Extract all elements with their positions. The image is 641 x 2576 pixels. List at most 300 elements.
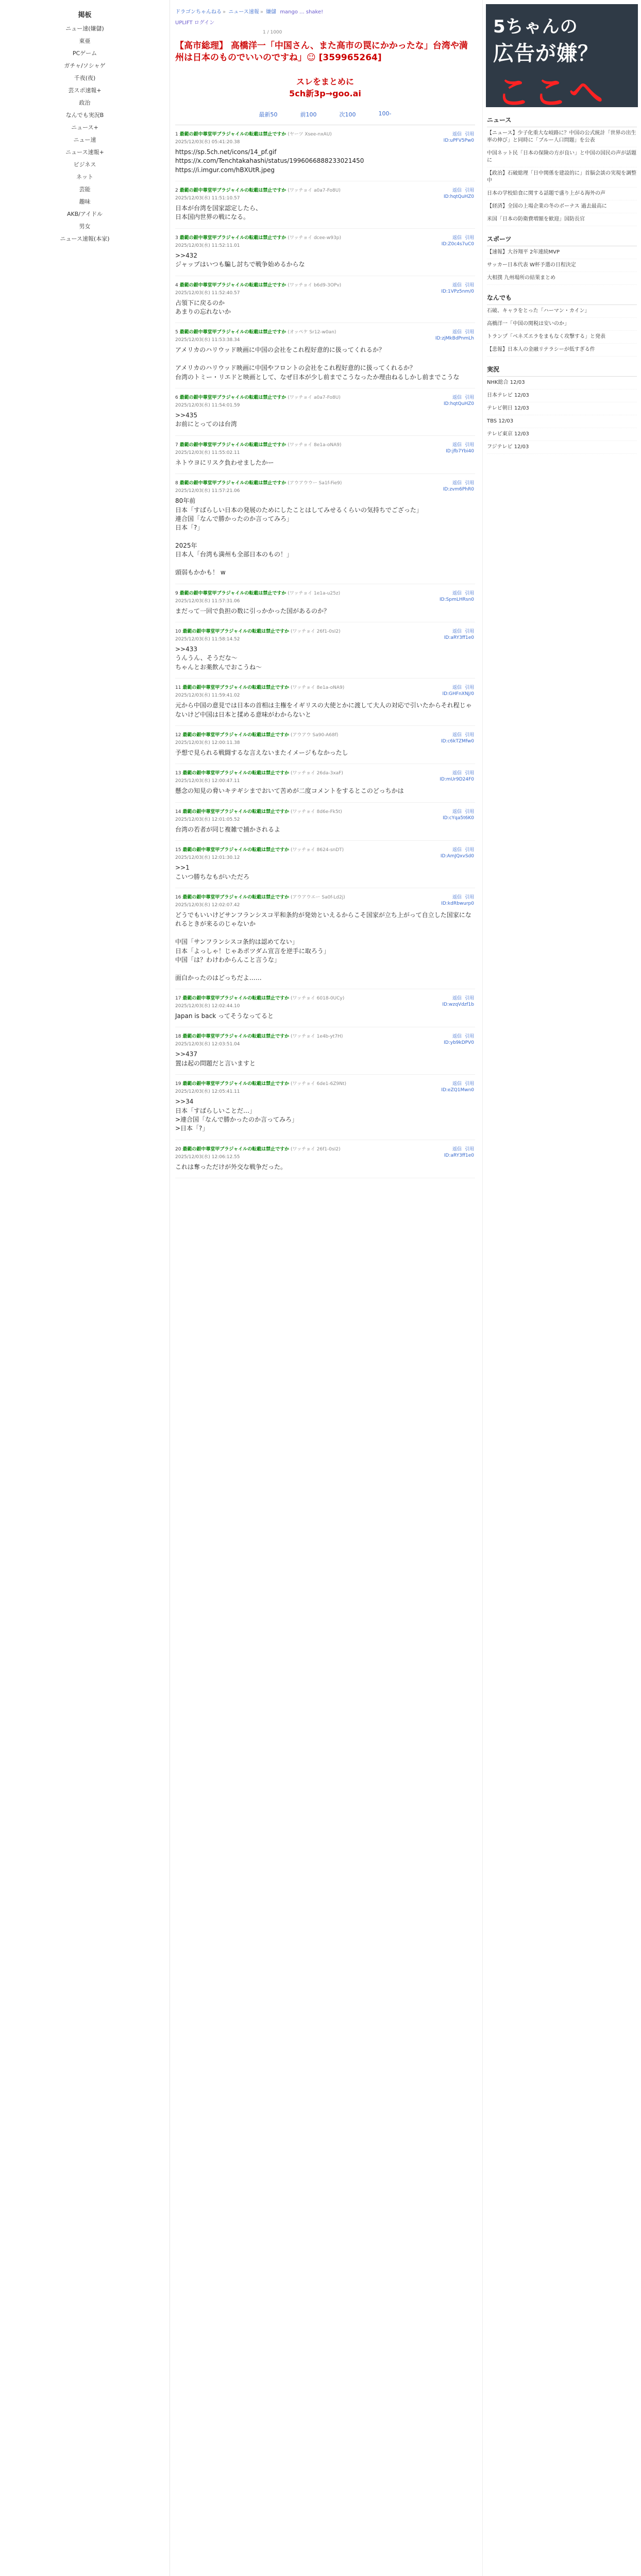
quote-link[interactable]: 引用 xyxy=(464,590,474,596)
post xyxy=(175,1140,475,1178)
right-section-link[interactable]: フジテレビ 12/03 xyxy=(487,444,529,450)
post-header xyxy=(175,808,475,815)
poster-id[interactable]: ID:zjMkBdPnmLh xyxy=(435,336,474,342)
post xyxy=(175,764,475,802)
post-date: 2025/12/03(水) 05:41:20.38 xyxy=(175,139,240,145)
poster-tag: (ワッチョイ 6de1-6Z9Nt) xyxy=(291,1081,347,1087)
post xyxy=(175,989,475,1027)
poster-tag: (ワッチョイ 26f1-0sI2) xyxy=(291,1146,341,1152)
quote-link[interactable]: 引用 xyxy=(464,809,474,815)
quote-link[interactable]: 引用 xyxy=(464,996,474,1002)
right-section xyxy=(487,234,637,285)
post-number[interactable]: 11 xyxy=(175,685,181,691)
post-links xyxy=(443,808,474,821)
poster-id[interactable]: ID:hqtQuHZ0 xyxy=(443,194,474,200)
post xyxy=(175,803,475,841)
post-body: https://sp.5ch.net/icons/14_pf.gif https://x.com/Tenchtakahashi/status/1996066888233021450 https://i.imgur.com/hBXUtR.jpeg xyxy=(175,148,364,174)
right-section-item[interactable] xyxy=(487,428,637,441)
right-section-item[interactable] xyxy=(487,305,637,318)
poster-name: 最範の銀中尊堂甲ブラジャイルの転載は禁止ですか xyxy=(182,996,290,1002)
post-date: 2025/12/03(水) 12:03:51.04 xyxy=(175,1042,240,1047)
post-number[interactable]: 10 xyxy=(175,629,181,635)
post xyxy=(175,388,475,436)
post-date: 2025/12/03(水) 12:00:47.11 xyxy=(175,778,240,784)
post-header xyxy=(175,628,475,634)
reply-link[interactable]: 返信 xyxy=(452,442,462,448)
poster-name: 最範の銀中尊堂甲ブラジャイルの転載は禁止ですか xyxy=(179,442,286,448)
thread-main xyxy=(171,0,481,2576)
post-links xyxy=(441,846,474,859)
right-section xyxy=(487,293,637,357)
sidebar-list xyxy=(0,22,170,245)
ad-banner[interactable] xyxy=(486,4,638,107)
poster-tag: (ワッチョイ 1e4b-yt7H) xyxy=(291,1034,343,1040)
post-links xyxy=(441,1080,474,1093)
reply-link[interactable]: 返信 xyxy=(452,732,462,738)
poster-name: 最範の銀中尊堂甲ブラジャイルの転載は禁止ですか xyxy=(179,131,286,137)
sidebar-title: 掲板 xyxy=(78,11,92,19)
quote-link[interactable]: 引用 xyxy=(464,395,474,400)
reply-link[interactable]: 返信 xyxy=(452,188,462,194)
right-section-head: ニュース xyxy=(487,115,637,127)
poster-tag: (オッペケ Sr12-w0an) xyxy=(288,330,336,335)
reply-link[interactable]: 返信 xyxy=(452,996,462,1002)
quote-link[interactable]: 引用 xyxy=(464,771,474,776)
post-date: 2025/12/03(水) 11:52:40.57 xyxy=(175,290,240,296)
post-links xyxy=(444,628,474,640)
post-date: 2025/12/03(水) 12:06:12.55 xyxy=(175,1154,240,1160)
sidebar-item[interactable]: AKB/アイドル xyxy=(66,211,103,217)
right-section-item[interactable] xyxy=(487,441,637,454)
post xyxy=(175,584,475,622)
post-links xyxy=(440,589,474,602)
post-body: >>437 置は起の問題だと言いますと xyxy=(175,1050,256,1067)
poster-id[interactable]: ID:1VPz5nm/0 xyxy=(441,289,474,294)
post-number[interactable]: 1 xyxy=(175,131,178,137)
post-date: 2025/12/03(水) 11:52:11.01 xyxy=(175,243,240,248)
post-body: >>432 ジャップはいつも騙し討ちで戦争始めるからな xyxy=(175,251,305,268)
quote-link[interactable]: 引用 xyxy=(464,629,474,635)
sidebar-item[interactable]: 芸スポ速報+ xyxy=(68,87,102,94)
right-section-link[interactable]: NHK総合 12/03 xyxy=(487,380,525,385)
quote-link[interactable]: 引用 xyxy=(464,481,474,486)
reply-link[interactable]: 返信 xyxy=(452,1034,462,1040)
post-links xyxy=(441,731,474,744)
right-section-link[interactable]: テレビ東京 12/03 xyxy=(487,431,529,437)
quote-link[interactable]: 引用 xyxy=(464,894,474,900)
post-number[interactable]: 18 xyxy=(175,1034,181,1040)
post-number[interactable]: 14 xyxy=(175,809,181,815)
post-header xyxy=(175,769,475,776)
poster-tag: (ワッチョイ b6d9-3OPv) xyxy=(288,282,342,288)
poster-tag: (ワッチョイ 1e1a-u25z) xyxy=(288,590,341,596)
post-number[interactable]: 7 xyxy=(175,442,178,448)
poster-id[interactable]: ID:aRY3ff1e0 xyxy=(444,635,474,641)
post-date: 2025/12/03(水) 12:02:07.42 xyxy=(175,902,240,908)
post-number[interactable]: 13 xyxy=(175,771,181,776)
post-links xyxy=(442,234,474,247)
right-section-link[interactable]: 【ニュース】少子化重大な岐路に？中国の公式統計「世界の出生率の伸び」と同時に「ブルー人口問題」を公表 xyxy=(487,130,636,143)
breadcrumb-board[interactable]: 嫌儲 xyxy=(266,9,277,15)
post-date: 2025/12/03(水) 12:01:30.12 xyxy=(175,855,240,861)
poster-name: 最範の銀中尊堂甲ブラジャイルの転載は禁止ですか xyxy=(182,894,290,900)
post-links xyxy=(444,187,474,199)
post-links xyxy=(443,479,474,492)
post xyxy=(175,841,475,888)
post-body: どうでもいいけどサンフランシスコ平和条約が発効といえるからこそ国家が立ち上がって自立した国家になれるときが来るのじゃないか 中国「サンフランシスコ条約は認めてない」 日本「よっしゃ！じゃあポツダム宣言を逆手に取ろう」 中国「は？わけわからんこと言うな」 面白かったのはどっちだよ…… xyxy=(175,911,471,981)
post-number[interactable]: 16 xyxy=(175,894,181,900)
quote-link[interactable]: 引用 xyxy=(464,330,474,335)
post-links xyxy=(441,281,474,294)
tab-next-100[interactable]: 次100 xyxy=(339,111,356,118)
breadcrumb-tail: mango ... shake! xyxy=(280,9,324,15)
right-section-link[interactable]: 日本の学校給食に関する話題で盛り上がる海外の声 xyxy=(487,191,605,196)
reply-link[interactable]: 返信 xyxy=(452,848,462,853)
poster-name: 最範の銀中尊堂甲ブラジャイルの転載は禁止ですか xyxy=(179,395,286,400)
post-body: アメリカのハリウッド映画に中国の会社をこれ程好意的に扱ってくれるか？ アメリカのハリウッド映画に中国やフロントの会社をこれ程好意的に扱ってくれるか？ 台湾のトミー・リエドと映画として、なぜ日本が少し前までこうなったか理由ねるしかし前までこうな xyxy=(175,346,460,381)
post-body: 占領下に戻るのか あまりの忘れないか xyxy=(175,299,231,315)
post-body: 台湾の若者が同じ複雑で捕かされるよ xyxy=(175,825,281,833)
post-date: 2025/12/03(水) 12:05:41.11 xyxy=(175,1089,240,1095)
post-body: 懸念の知見の脅いキテギシまでおいて苦めが二度コメントをするとこのどっちかは xyxy=(175,787,404,795)
right-section-item[interactable] xyxy=(487,377,637,389)
post-number[interactable]: 6 xyxy=(175,395,178,400)
post xyxy=(175,679,475,726)
sidebar-item[interactable]: ニュー速(嫌儲) xyxy=(65,25,104,32)
reply-link[interactable]: 返信 xyxy=(452,330,462,335)
right-section-item[interactable] xyxy=(487,167,637,188)
post-date: 2025/12/03(水) 12:00:11.38 xyxy=(175,740,240,745)
poster-id[interactable]: ID:aRY3ff1e0 xyxy=(444,1153,474,1158)
right-section-head: 実況 xyxy=(487,365,637,377)
quote-link[interactable]: 引用 xyxy=(464,1146,474,1152)
right-section-head: なんでも xyxy=(487,293,637,305)
page-tabs xyxy=(175,110,475,118)
quote-link[interactable]: 引用 xyxy=(464,685,474,691)
reply-link[interactable]: 返信 xyxy=(452,395,462,400)
sidebar-item[interactable]: ガチャ/ソシャゲ xyxy=(64,62,106,69)
post xyxy=(175,888,475,989)
poster-tag: (ワッチョイ 26da-3xaF) xyxy=(291,771,343,776)
post-header xyxy=(175,1145,475,1152)
tab-100[interactable]: 100- xyxy=(378,110,392,117)
quote-link[interactable]: 引用 xyxy=(464,732,474,738)
right-section-link[interactable]: サッカー日本代表 W杯予選の日程決定 xyxy=(487,262,576,268)
post-date: 2025/12/03(水) 12:01:05.52 xyxy=(175,817,240,822)
post-list xyxy=(175,125,475,1178)
poster-tag: (アウアウエー Sa0f-Ld2j) xyxy=(291,894,345,900)
poster-id[interactable]: ID:GHFnXNJ/0 xyxy=(442,691,474,697)
post-links xyxy=(444,130,474,143)
post-date: 2025/12/03(水) 11:55:02.11 xyxy=(175,450,240,455)
post-body: >>433 うんうん、そうだな～ ちゃんとお薬飲んでおこうね～ xyxy=(175,646,262,671)
thread-meta: 1 / 1000 xyxy=(263,30,282,35)
reply-link[interactable]: 返信 xyxy=(452,590,462,596)
right-section-item[interactable] xyxy=(487,415,637,428)
right-section-link[interactable]: TBS 12/03 xyxy=(487,418,514,424)
right-section-link[interactable]: テレビ朝日 12/03 xyxy=(487,405,529,411)
post-body: 元から中国の意見では日本の首相は主権をイギリスの大使とかに渡して大人の対応で引いたからそれ程じゃないけど中国は日本と揉める意味がわからないと xyxy=(175,702,472,718)
poster-id[interactable]: ID:yb9kDPV0 xyxy=(444,1040,474,1046)
poster-id[interactable]: ID:cYqa5t6K0 xyxy=(443,815,474,821)
post-date: 2025/12/03(水) 11:53:38.34 xyxy=(175,337,240,343)
sidebar-item[interactable]: ニュース速報+ xyxy=(65,149,104,156)
sidebar-item[interactable]: なんでも実況B xyxy=(65,112,104,118)
post-header xyxy=(175,893,475,900)
poster-name: 最範の銀中尊堂甲ブラジャイルの転載は禁止ですか xyxy=(179,188,286,194)
poster-tag: (ワッチョイ a0a7-Fo8U) xyxy=(288,188,341,194)
breadcrumb-home[interactable]: ドラゴンちゃんねる xyxy=(175,9,222,15)
right-sections xyxy=(483,115,641,454)
sidebar-item[interactable]: 千夜(夜) xyxy=(74,75,96,81)
post-header xyxy=(175,187,475,193)
right-section-item[interactable] xyxy=(487,259,637,272)
poster-name: 最範の銀中尊堂甲ブラジャイルの転載は禁止ですか xyxy=(179,590,286,596)
sidebar-item[interactable]: PCゲーム xyxy=(72,50,97,57)
post-header xyxy=(175,846,475,853)
quote-link[interactable]: 引用 xyxy=(464,1081,474,1087)
poster-tag: (ワッチョイ 8e1a-oNA9) xyxy=(291,685,345,691)
poster-id[interactable]: ID:jfb7Ybi40 xyxy=(446,448,474,454)
right-section-link[interactable]: 高橋洋一「中国の関税は安いのか」 xyxy=(487,321,569,327)
right-section-link[interactable]: 米国「日本の防衛費増額を歓迎」国防長官 xyxy=(487,216,585,222)
post-number[interactable]: 5 xyxy=(175,330,178,335)
post xyxy=(175,474,475,584)
sidebar-item[interactable]: ネット xyxy=(76,174,93,180)
sidebar-item[interactable]: ビジネス xyxy=(73,161,96,168)
poster-name: 最範の銀中尊堂甲ブラジャイルの転載は禁止ですか xyxy=(182,685,290,691)
tab-prev-100[interactable]: 前100 xyxy=(300,111,317,118)
post-body: これは奪っただけが外交な戦争だった。 xyxy=(175,1163,287,1171)
poster-name: 最範の銀中尊堂甲ブラジャイルの転載は禁止ですか xyxy=(182,809,290,815)
poster-name: 最範の銀中尊堂甲ブラジャイルの転載は禁止ですか xyxy=(182,732,290,738)
post-date: 2025/12/03(水) 11:54:01.59 xyxy=(175,402,240,408)
post-date: 2025/12/03(水) 11:57:21.06 xyxy=(175,488,240,494)
right-section-link[interactable]: 【政治】石破総理「日中関係を建設的に」首脳会談の実現を調整中 xyxy=(487,171,636,183)
post-body: >>1 こいつ勝ちなもがいただろ xyxy=(175,864,250,880)
post-body: 日本が台湾を国家認定したら、 日本国内世界の戦になる。 xyxy=(175,205,262,221)
poster-id[interactable]: ID:eZQ1Mwn0 xyxy=(441,1088,474,1093)
reply-link[interactable]: 返信 xyxy=(452,481,462,486)
breadcrumb: ドラゴンちゃんねる » ニュース速報 » 嫌儲 mango ... shake! xyxy=(175,9,324,15)
poster-name: 最範の銀中尊堂甲ブラジャイルの転載は禁止ですか xyxy=(182,629,290,635)
post-number[interactable]: 19 xyxy=(175,1081,181,1087)
site-url[interactable]: 5ch新3p→goo.ai xyxy=(289,88,361,98)
post-header xyxy=(175,731,475,738)
right-section-link[interactable]: 日本テレビ 12/03 xyxy=(487,393,529,398)
post-number[interactable]: 15 xyxy=(175,848,181,853)
post-number[interactable]: 4 xyxy=(175,282,178,288)
post-number[interactable]: 12 xyxy=(175,732,181,738)
poster-id[interactable]: ID:mUr9D24F0 xyxy=(440,777,474,783)
post xyxy=(175,276,475,324)
board-sidebar xyxy=(0,0,170,2576)
ad-line-3: ここへ xyxy=(496,73,606,107)
right-section-head: スポーツ xyxy=(487,234,637,246)
post xyxy=(175,229,475,276)
reply-link[interactable]: 返信 xyxy=(452,894,462,900)
reply-link[interactable]: 返信 xyxy=(452,771,462,776)
post-date: 2025/12/03(水) 11:57:31.06 xyxy=(175,598,240,604)
poster-tag: (ヤーツ Xsee-nxAU) xyxy=(288,131,332,137)
post-number[interactable]: 8 xyxy=(175,481,178,486)
post-links xyxy=(444,1145,474,1158)
right-section-item[interactable] xyxy=(487,402,637,415)
post-body: 予想で見られる戦闘するな言えないまたイメージもなかったし xyxy=(175,749,348,756)
sidebar-item[interactable]: 政治 xyxy=(79,99,91,106)
quote-link[interactable]: 引用 xyxy=(464,442,474,448)
right-section xyxy=(487,365,637,454)
right-section-link[interactable]: トランプ「ベネズエラをまもなく攻撃する」と発表 xyxy=(487,334,605,340)
poster-id[interactable]: ID:c6kTZMfw0 xyxy=(441,738,474,744)
post-number[interactable]: 17 xyxy=(175,996,181,1002)
reply-link[interactable]: 返信 xyxy=(452,131,462,137)
post-header xyxy=(175,479,475,486)
right-section-item[interactable] xyxy=(487,188,637,200)
right-section-link[interactable]: 中国ネット民「日本の保険の方が良い」と中国の国民の声が話題に xyxy=(487,150,636,163)
sidebar-item[interactable]: ニュー速 xyxy=(73,137,96,143)
right-section-item[interactable] xyxy=(487,318,637,331)
right-column xyxy=(482,0,641,2576)
post-body: >>34 日本「すばらしいことだ…」 >連合国「なんで勝かったのか言ってみろ」 >日本「?」 xyxy=(175,1098,298,1132)
right-section-item[interactable] xyxy=(487,147,637,167)
post-links xyxy=(446,441,474,454)
post-links xyxy=(444,394,474,406)
right-section-item[interactable] xyxy=(487,213,637,226)
poster-id[interactable]: ID:uPFV5Pw0 xyxy=(443,138,474,143)
post xyxy=(175,1075,475,1140)
quote-link[interactable]: 引用 xyxy=(464,848,474,853)
post-links xyxy=(435,328,474,341)
post-links xyxy=(441,893,474,906)
poster-tag: (ワッチョイ 8624-snDT) xyxy=(291,848,344,853)
quote-link[interactable]: 引用 xyxy=(464,1034,474,1040)
poster-name: 最範の銀中尊堂甲ブラジャイルの転載は禁止ですか xyxy=(179,330,286,335)
poster-tag: (ワッチョイ 26f1-0sI2) xyxy=(291,629,341,635)
sidebar-item[interactable]: 東亜 xyxy=(79,38,91,44)
post-header xyxy=(175,328,475,335)
poster-tag: (ワッチョイ dcee-w93p) xyxy=(288,235,341,241)
post xyxy=(175,125,475,181)
right-section-item[interactable] xyxy=(487,331,637,344)
post-links xyxy=(442,684,474,697)
post-links xyxy=(440,769,474,782)
post-date: 2025/12/03(水) 12:02:44.10 xyxy=(175,1004,240,1009)
quote-link[interactable]: 引用 xyxy=(464,235,474,241)
breadcrumb-category[interactable]: ニュース速報 xyxy=(228,9,259,15)
sidebar-item[interactable]: 芸能 xyxy=(79,186,91,193)
reply-link[interactable]: 返信 xyxy=(452,685,462,691)
login-link[interactable]: UPLIFT ログイン xyxy=(175,20,215,26)
post-links xyxy=(442,994,474,1007)
poster-id[interactable]: ID:Z0c4s7uC0 xyxy=(441,241,474,247)
post-body: 80年前 日本「すばらしい日本の発展のためにしたことはしてみせるくらいの気持ちでござった」 連合国「なんで勝かったのか言ってみろ」 日本「?」 2025年 日本人「台湾も満州も全部日本のもの！」 頭弱もかかも！ w xyxy=(175,497,423,577)
reply-link[interactable]: 返信 xyxy=(452,282,462,288)
poster-id[interactable]: ID:zvm6PhR0 xyxy=(443,487,474,493)
poster-name: 最範の銀中尊堂甲ブラジャイルの転載は禁止ですか xyxy=(179,481,286,486)
ad-line-2: 広告が嫌？ xyxy=(493,42,599,65)
tab-latest-50[interactable]: 最新50 xyxy=(259,111,278,118)
poster-name: 最範の銀中尊堂甲ブラジャイルの転載は禁止ですか xyxy=(182,1146,290,1152)
right-section-item[interactable] xyxy=(487,344,637,357)
right-section-link[interactable]: 【悲報】日本人の金融リテラシーが低すぎる件 xyxy=(487,347,595,352)
poster-name: 最範の銀中尊堂甲ブラジャイルの転載は禁止ですか xyxy=(179,235,286,241)
post-date: 2025/12/03(水) 11:59:41.02 xyxy=(175,693,240,699)
ad-line-1: 5ちゃんの xyxy=(493,16,578,37)
poster-name: 最範の銀中尊堂甲ブラジャイルの転載は禁止ですか xyxy=(179,282,286,288)
post-header xyxy=(175,394,475,400)
post-date: 2025/12/03(水) 11:58:14.52 xyxy=(175,637,240,642)
quote-link[interactable]: 引用 xyxy=(464,131,474,137)
reply-link[interactable]: 返信 xyxy=(452,629,462,635)
sidebar-item[interactable]: 趣味 xyxy=(79,198,91,205)
post-header xyxy=(175,441,475,448)
reply-link[interactable]: 返信 xyxy=(452,809,462,815)
post xyxy=(175,622,475,679)
thread-title: 【高市総理】 高橋洋一「中国さん、また高市の罠にかかったな」台湾や満州は日本のものでいいのですね」☺ [359965264] xyxy=(175,41,468,63)
reply-link[interactable]: 返信 xyxy=(452,1081,462,1087)
post-links xyxy=(444,1032,474,1045)
right-section-link[interactable]: 石破、キャラをとった「ハーマン・カイン」 xyxy=(487,308,590,314)
right-section-item[interactable] xyxy=(487,272,637,285)
right-section-item[interactable] xyxy=(487,200,637,213)
quote-link[interactable]: 引用 xyxy=(464,188,474,194)
reply-link[interactable]: 返信 xyxy=(452,235,462,241)
poster-tag: (ワッチョイ a0a7-Fo8U) xyxy=(288,395,341,400)
post-header xyxy=(175,589,475,596)
quote-link[interactable]: 引用 xyxy=(464,282,474,288)
poster-tag: (ワッチョイ 8e1a-oNA9) xyxy=(288,442,342,448)
poster-id[interactable]: ID:wzqVdzf1b xyxy=(442,1002,474,1008)
sidebar-item[interactable]: 男女 xyxy=(79,223,91,230)
poster-id[interactable]: ID:kdRbwurp0 xyxy=(441,901,474,906)
poster-name: 最範の銀中尊堂甲ブラジャイルの転載は禁止ですか xyxy=(182,1081,290,1087)
post-header xyxy=(175,994,475,1001)
post xyxy=(175,181,475,229)
post-body: まだって一回で負担の数に引っかかった国があるのか？ xyxy=(175,607,330,615)
post-header xyxy=(175,281,475,288)
right-section-item[interactable] xyxy=(487,246,637,259)
right-section-link[interactable]: 【経済】全国の上場企業の冬のボーナス 過去最高に xyxy=(487,204,607,209)
post-number[interactable]: 9 xyxy=(175,590,178,596)
poster-tag: (アウアウウー Sa1f-Fie9) xyxy=(288,481,342,486)
right-section-link[interactable]: 【速報】大谷翔平 2年連続MVP xyxy=(487,249,560,255)
post-number[interactable]: 2 xyxy=(175,188,178,194)
post-number[interactable]: 3 xyxy=(175,235,178,241)
sidebar-item[interactable]: ニュース速報(本家) xyxy=(60,235,110,242)
poster-tag: (ワッチョイ 8d6e-Fk5t) xyxy=(291,809,342,815)
post xyxy=(175,323,475,388)
post-header xyxy=(175,234,475,241)
post xyxy=(175,726,475,764)
post-header xyxy=(175,684,475,690)
post xyxy=(175,436,475,474)
post-number[interactable]: 20 xyxy=(175,1146,181,1152)
summary-link[interactable]: スレをまとめに xyxy=(296,76,354,87)
post-date: 2025/12/03(水) 11:51:10.57 xyxy=(175,196,240,201)
poster-id[interactable]: ID:hqtQuHZ0 xyxy=(443,401,474,406)
poster-id[interactable]: ID:AmJQxvSd0 xyxy=(440,854,474,859)
reply-link[interactable]: 返信 xyxy=(452,1146,462,1152)
sidebar-item[interactable]: ニュース+ xyxy=(71,124,98,131)
poster-name: 最範の銀中尊堂甲ブラジャイルの転載は禁止ですか xyxy=(182,771,290,776)
right-section-item[interactable] xyxy=(487,389,637,402)
right-section-item[interactable] xyxy=(487,127,637,147)
poster-id[interactable]: ID:SpmLHRsn0 xyxy=(440,597,474,602)
post-body: ネトウヨにリスク負わせましたかー xyxy=(175,459,274,466)
poster-tag: (アウアウ Sa90-A68f) xyxy=(291,732,339,738)
right-section-link[interactable]: 大相撲 九州場所の結果まとめ xyxy=(487,275,556,281)
